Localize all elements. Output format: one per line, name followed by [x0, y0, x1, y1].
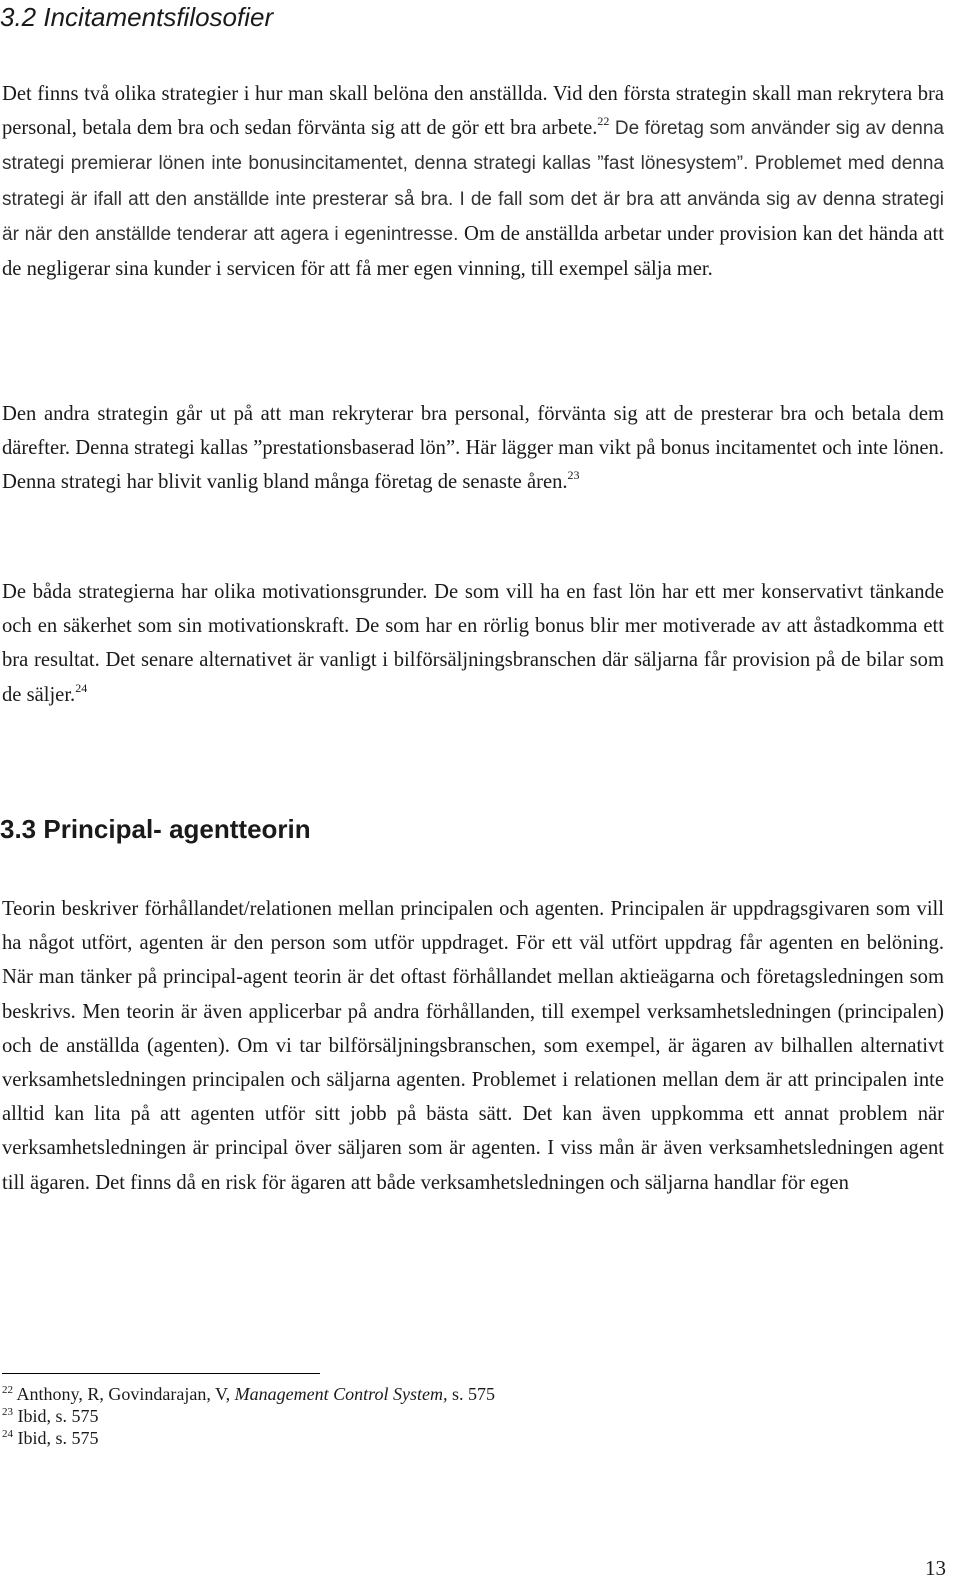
footnote-ref-22[interactable]: 22: [597, 114, 610, 129]
page-number: 13: [925, 1556, 946, 1580]
footnote-number: 24: [2, 1428, 13, 1440]
footnote-number: 22: [2, 1384, 13, 1396]
paragraph-motivation: [2, 575, 944, 712]
footnote-23: [2, 1405, 495, 1427]
footnote-number: 23: [2, 1406, 13, 1418]
footnote-ref-23[interactable]: 23: [567, 468, 580, 483]
footnote-ref-24[interactable]: 24: [75, 680, 88, 695]
footnote-text: Anthony, R, Govindarajan, V,: [16, 1384, 235, 1404]
footnote-text: s. 575: [447, 1384, 495, 1404]
paragraph-strategy-two: [2, 397, 944, 500]
paragraph-text: Den andra strategin går ut på att man rekryterar bra personal, förvänta sig att de presterar bra och betala dem därefter. Denna strategi kallas ”prestationsbaserad lön”. Här lägger man vikt på bonus incitamentet och inte lönen. Denna strategi har blivit vanlig bland många företag de senaste åren.: [2, 403, 944, 494]
paragraph-text: Om de anställda arbetar under provision kan det hända att de negligerar sina kunder i servicen för att få mer egen vinning, till exempel sälja mer.: [2, 222, 945, 281]
paragraph-principal-agent: Teorin beskriver förhållandet/relationen mellan principalen och agenten. Principalen är uppdragsgivaren som vill ha något utfört, agenten är den person som utför uppdraget. För ett väl utfört uppdrag får agenten en belöning. När man tänker på principal-agent teorin är det oftast förhållandet mellan aktieägarna och företagsledningen som beskrivs. Men teorin är även applicerbar på andra förhållanden, till exempel verksamhetsledningen (principalen) och de anställda (agenten). Om vi tar bilförsäljningsbranschen, som exempel, är ägaren av bilhallen alternativt verksamhetsledningen principalen och säljarna agenten. Problemet i relationen mellan dem är att principalen inte alltid kan lita på att agenten utför sitt jobb på bästa sätt. Det kan även uppkomma ett annat problem när verksamhetsledningen är principal över säljaren som är agenten. I viss mån är även verksamhetsledningen agent till ägaren. Det finns då en risk för ägaren att både verksamhetsledningen och säljarna handlar för egen: [2, 898, 944, 1194]
paragraph-strategy-one: [2, 77, 944, 286]
footnote-24: [2, 1427, 495, 1449]
section-heading-incitamentsfilosofier: 3.2 Incitamentsfilosofier: [0, 2, 274, 32]
paragraph-text: Det finns två olika strategier i hur man skall belöna den anställda. Vid den första strategin skall man rekrytera bra personal, betala dem bra och sedan förvänta sig att de gör ett bra arbete.: [2, 83, 944, 140]
paragraph-text-sans: De företag som använder sig av denna strategi premierar lönen inte bonusincitamentet, denna strategi kallas ”fast lönesystem”. Problemet med denna strategi är ifall att den anställde inte presterar så bra. I de fall som det är bra att använda sig av denna strategi är när den anställde tenderar att agera i egenintresse.: [2, 118, 944, 245]
footnote-22: [2, 1383, 495, 1405]
section-heading-principal-agent: 3.3 Principal- agentteorin: [0, 814, 311, 844]
paragraph-text: De båda strategierna har olika motivationsgrunder. De som vill ha en fast lön har ett mer konservativt tänkande och en säkerhet som sin motivationskraft. De som har en rörlig bonus blir mer motiverade av att åstadkomma ett bra resultat. Det senare alternativet är vanligt i bilförsäljningsbranschen där säljarna får provision på de bilar som de säljer.: [2, 581, 944, 706]
footnote-divider: [2, 1373, 320, 1374]
footnote-title: Management Control System,: [234, 1384, 448, 1404]
footnotes: [2, 1383, 495, 1449]
footnote-text: Ibid, s. 575: [17, 1406, 99, 1426]
footnote-text: Ibid, s. 575: [17, 1428, 99, 1448]
